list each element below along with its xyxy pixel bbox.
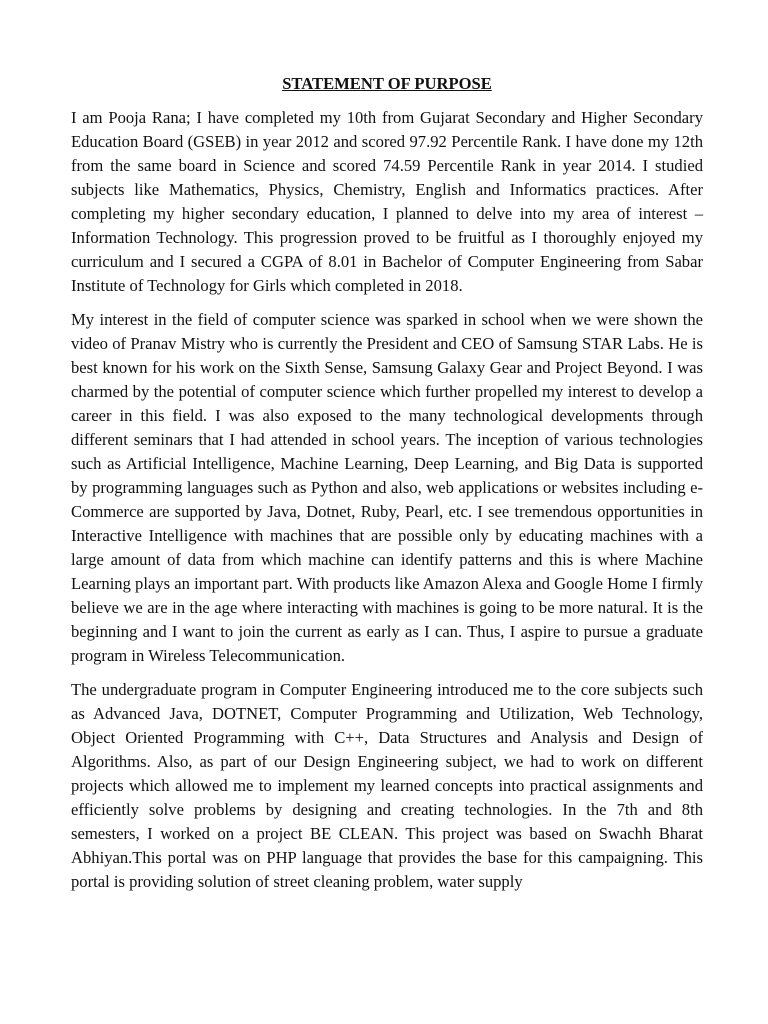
paragraph-interest: My interest in the field of computer science was sparked in school when we were shown the video of Pranav Mistry who is currently the President and CEO of Samsung STAR Labs. He is best known for his work on the Sixth Sense, Samsung Galaxy Gear and Project Beyond. I was charmed by the potential of computer science which further propelled my interest to develop a career in this field. I was also exposed to the many technological developments through different seminars that I had attended in school years. The inception of various technologies such as Artificial Intelligence, Machine Learning, Deep Learning, and Big Data is supported by programming languages such as Python and also, web applications or websites including e-Commerce are supported by Java, Dotnet, Ruby, Pearl, etc. I see tremendous opportunities in Interactive Intelligence with machines that are possible only by educating machines with a large amount of data from which machine can identify patterns and this is where Machine Learning plays an important part. With products like Amazon Alexa and Google Home I firmly believe we are in the age where interacting with machines is going to be more natural. It is the beginning and I want to join the current as early as I can. Thus, I aspire to pursue a graduate program in Wireless Telecommunication. xyxy=(71,310,703,665)
document-title: STATEMENT OF PURPOSE xyxy=(282,74,492,93)
document-body xyxy=(71,72,703,904)
paragraph-education: I am Pooja Rana; I have completed my 10th from Gujarat Secondary and Higher Secondary Education Board (GSEB) in year 2012 and scored 97.92 Percentile Rank. I have done my 12th from the same board in Science and scored 74.59 Percentile Rank in year 2014. I studied subjects like Mathematics, Physics, Chemistry, English and Informatics practices. After completing my higher secondary education, I planned to delve into my area of interest – Information Technology. This progression proved to be fruitful as I thoroughly enjoyed my curriculum and I secured a CGPA of 8.01 in Bachelor of Computer Engineering from Sabar Institute of Technology for Girls which completed in 2018. xyxy=(71,108,703,295)
paragraph-undergraduate: The undergraduate program in Computer Engineering introduced me to the core subjects such as Advanced Java, DOTNET, Computer Programming and Utilization, Web Technology, Object Oriented Programming with C++, Data Structures and Analysis and Design of Algorithms. Also, as part of our Design Engineering subject, we had to work on different projects which allowed me to implement my learned concepts into practical assignments and efficiently solve problems by designing and creating technologies. In the 7th and 8th semesters, I worked on a project BE CLEAN. This project was based on Swachh Bharat Abhiyan.This portal was on PHP language that provides the base for this campaigning. This portal is providing solution of street cleaning problem, water supply xyxy=(71,680,703,891)
